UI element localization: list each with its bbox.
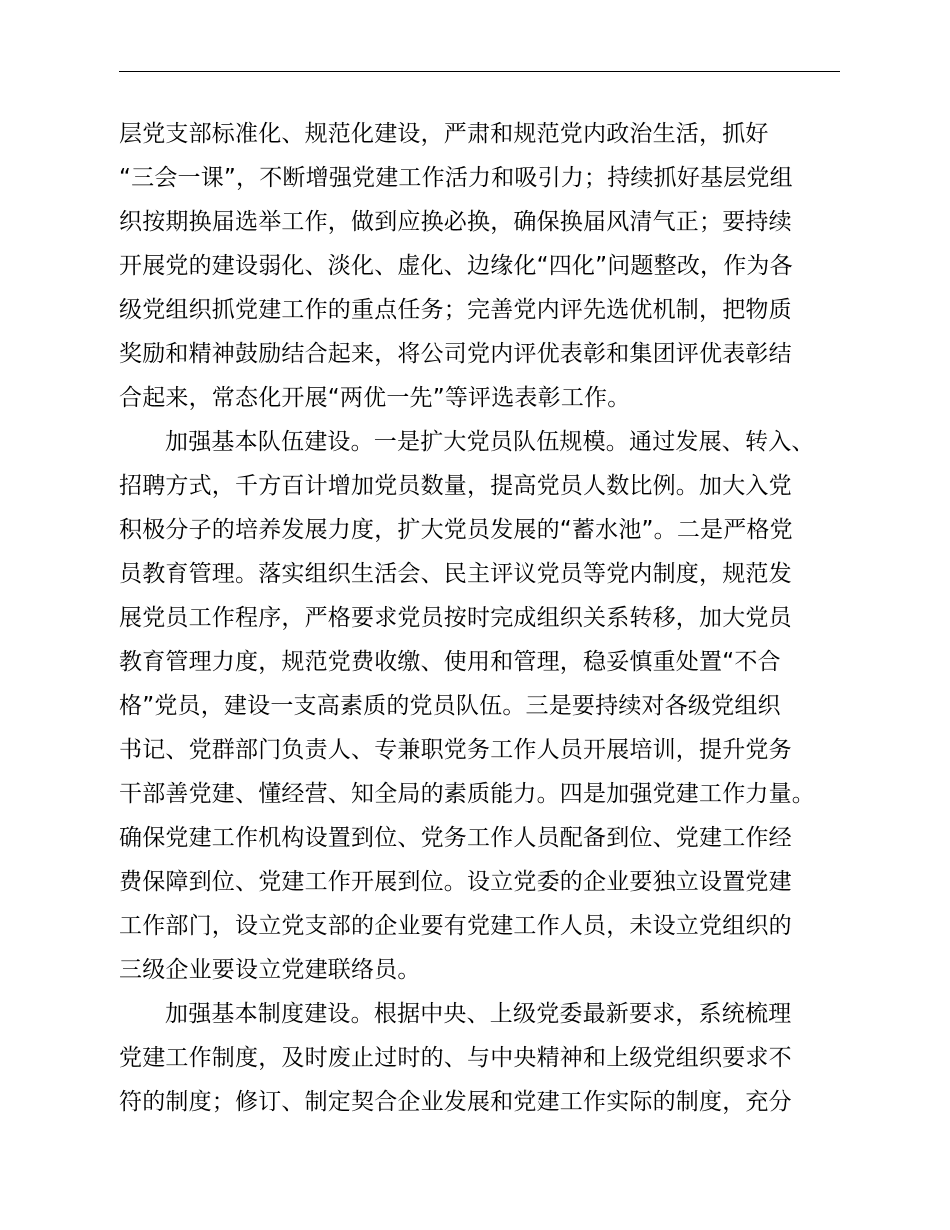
text-line: 教育管理力度，规范党费收缴、使用和管理，稳妥慎重处置“不合 xyxy=(119,649,781,675)
header-rule xyxy=(119,71,840,72)
text-line: “三会一课”，不断增强党建工作活力和吸引力；持续抓好基层党组 xyxy=(119,165,793,191)
text-line: 层党支部标准化、规范化建设，严肃和规范党内政治生活，抓好 xyxy=(119,121,769,147)
text-line: 格”党员，建设一支高素质的党员队伍。三是要持续对各级党组织 xyxy=(119,693,781,719)
text-line: 展党员工作程序，严格要求党员按时完成组织关系转移，加大党员 xyxy=(119,605,792,631)
text-line: 三级企业要设立党建联络员。 xyxy=(119,957,421,983)
text-line: 合起来，常态化开展“两优一先”等评选表彰工作。 xyxy=(119,385,631,411)
text-line: 织按期换届选举工作，做到应换必换，确保换届风清气正；要持续 xyxy=(119,209,792,235)
text-line: 招聘方式，千方百计增加党员数量，提高党员人数比例。加大入党 xyxy=(119,473,792,499)
text-line: 符的制度；修订、制定契合企业发展和党建工作实际的制度，充分 xyxy=(119,1089,792,1115)
text-line: 积极分子的培养发展力度，扩大党员发展的“蓄水池”。二是严格党 xyxy=(119,517,793,543)
text-line: 书记、党群部门负责人、专兼职党务工作人员开展培训，提升党务 xyxy=(119,737,792,763)
text-line: 干部善党建、懂经营、知全局的素质能力。四是加强党建工作力量。 xyxy=(119,781,815,807)
paragraph-start-line: 加强基本制度建设。根据中央、上级党委最新要求，系统梳理 xyxy=(165,1001,792,1027)
text-line: 工作部门，设立党支部的企业要有党建工作人员，未设立党组织的 xyxy=(119,913,792,939)
text-line: 党建工作制度，及时废止过时的、与中央精神和上级党组织要求不 xyxy=(119,1045,792,1071)
text-line: 奖励和精神鼓励结合起来，将公司党内评优表彰和集团评优表彰结 xyxy=(119,341,792,367)
text-line: 开展党的建设弱化、淡化、虚化、边缘化“四化”问题整改，作为各 xyxy=(119,253,793,279)
text-line: 员教育管理。落实组织生活会、民主评议党员等党内制度，规范发 xyxy=(119,561,792,587)
text-line: 费保障到位、党建工作开展到位。设立党委的企业要独立设置党建 xyxy=(119,869,792,895)
text-line: 级党组织抓党建工作的重点任务；完善党内评先选优机制，把物质 xyxy=(119,297,792,323)
paragraph-start-line: 加强基本队伍建设。一是扩大党员队伍规模。通过发展、转入、 xyxy=(165,429,815,455)
text-line: 确保党建工作机构设置到位、党务工作人员配备到位、党建工作经 xyxy=(119,825,792,851)
body-text xyxy=(119,112,859,1124)
